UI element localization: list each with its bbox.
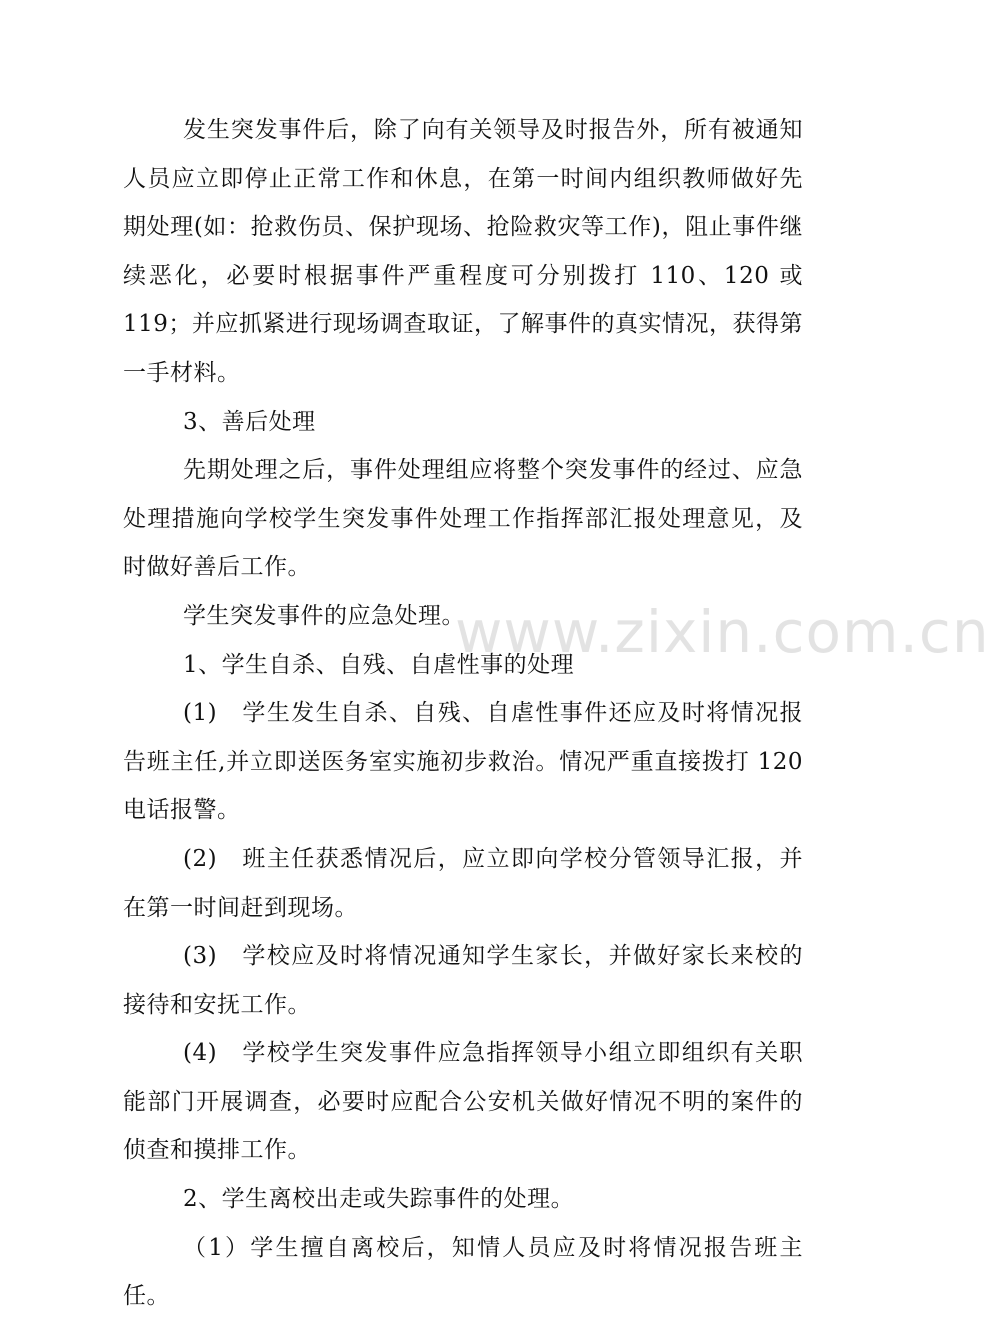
document-body xyxy=(123,106,803,1321)
list-item-self-harm-3: (3) 学校应及时将情况通知学生家长，并做好家长来校的接待和安抚工作。 xyxy=(123,943,803,1018)
paragraph-initial-response: 发生突发事件后，除了向有关领导及时报告外，所有被通知人员应立即停止正常工作和休息，在第一时间内组织教师做好先期处理(如：抢救伤员、保护现场、抢险救灾等工作)，阻止事件继续恶化，必要时根据事件严重程度可分别拨打 110、120 或 119；并应抓紧进行现场调查取证，了解事件的真实情况，获得第一手材料。 xyxy=(123,117,803,386)
list-item-missing-1: （1）学生擅自离校后，知情人员应及时将情况报告班主任。 xyxy=(123,1234,803,1310)
watermark-text: www.zixin.com.cn xyxy=(455,598,990,666)
subheading-missing-student: 2、学生离校出走或失踪事件的处理。 xyxy=(183,1186,575,1213)
list-item-self-harm-4: (4) 学校学生突发事件应急指挥领导小组立即组织有关职能部门开展调查，必要时应配合公安机关做好情况不明的案件的侦查和摸排工作。 xyxy=(123,1040,803,1164)
section-heading-aftermath: 3、善后处理 xyxy=(183,408,316,435)
subheading-self-harm: 1、学生自杀、自残、自虐性事的处理 xyxy=(183,651,575,678)
list-item-self-harm-2: (2) 班主任获悉情况后，应立即向学校分管领导汇报，并在第一时间赶到现场。 xyxy=(123,845,803,921)
list-item-self-harm-1: (1) 学生发生自杀、自残、自虐性事件还应及时将情况报告班主任,并立即送医务室实施初步救治。情况严重直接拨打 120 电话报警。 xyxy=(123,700,803,824)
section-heading-emergency: 学生突发事件的应急处理。 xyxy=(183,602,465,629)
paragraph-aftermath: 先期处理之后，事件处理组应将整个突发事件的经过、应急处理措施向学校学生突发事件处理工作指挥部汇报处理意见，及时做好善后工作。 xyxy=(123,457,803,581)
